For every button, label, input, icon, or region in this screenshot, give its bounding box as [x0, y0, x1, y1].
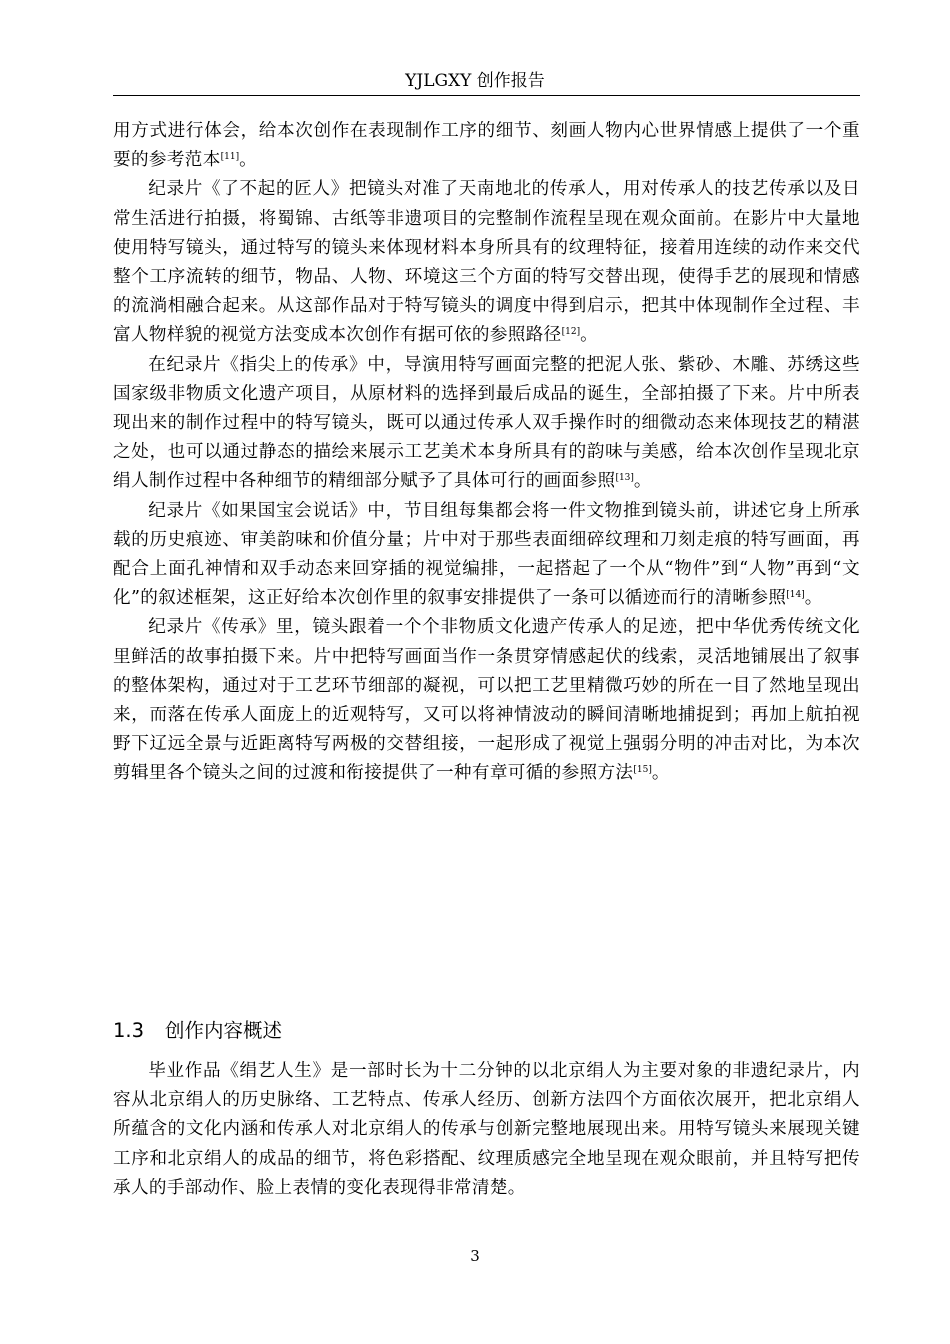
page-number: 3: [470, 1247, 480, 1265]
paragraph-text: 用方式进行体会，给本次创作在表现制作工序的细节、刻画人物内心世界情感上提供了一个重要的参考范本: [113, 121, 860, 171]
paragraph-end: 。: [651, 763, 670, 784]
body-text-section: [113, 1057, 860, 1203]
paragraph-text: 纪录片《了不起的匠人》把镜头对准了天南地北的传承人，用对传承人的技艺传承以及日常生活进行拍摄，将蜀锦、古纸等非遗项目的完整制作流程呈现在观众面前。在影片中大量地使用特写镜头，通过特写的镜头来体现材料本身所具有的纹理特征，接着用连续的动作来交代整个工序流转的细节，物品、人物、环境这三个方面的特写交替出现，使得手艺的展现和情感的流淌相融合起来。从这部作品对于特写镜头的调度中得到启示，把其中体现制作全过程、丰富人物样貌的视觉方法变成本次创作有据可依的参照路径: [113, 179, 860, 346]
paragraph-2: [113, 175, 860, 350]
paragraph-4: [113, 497, 860, 614]
header-rule: [113, 95, 860, 96]
running-header: YJLGXY 创作报告: [405, 71, 545, 91]
paragraph-text: 在纪录片《指尖上的传承》中，导演用特写画面完整的把泥人张、紫砂、木雕、苏绣这些国家级非物质文化遗产项目，从原材料的选择到最后成品的诞生，全部拍摄了下来。片中所表现出来的制作过程中的特写镜头，既可以通过传承人双手操作时的细微动态来体现技艺的精湛之处，也可以通过静态的描绘来展示工艺美术本身所具有的韵味与美感，给本次创作呈现北京绢人制作过程中各种细节的精细部分赋予了具体可行的画面参照: [113, 354, 860, 492]
paragraph-end: 。: [580, 325, 599, 346]
citation-mark: [12]: [561, 327, 581, 338]
body-text-upper: [113, 117, 860, 789]
citation-mark: [14]: [786, 590, 805, 601]
section-title: 创作内容概述: [165, 1019, 283, 1042]
paragraph-text: 纪录片《传承》里，镜头跟着一个个非物质文化遗产传承人的足迹，把中华优秀传统文化里鲜活的故事拍摄下来。片中把特写画面当作一条贯穿情感起伏的线索，灵活地铺展出了叙事的整体架构，通过对于工艺环节细部的凝视，可以把工艺里精微巧妙的所在一目了然地呈现出来，而落在传承人面庞上的近观特写，又可以将神情波动的瞬间清晰地捕捉到；再加上航拍视野下辽远全景与近距离特写两极的交替组接，一起形成了视觉上强弱分明的冲击对比，为本次剪辑里各个镜头之间的过渡和衔接提供了一种有章可循的参照方法: [113, 617, 860, 784]
section-number: 1.3: [113, 1019, 145, 1042]
paragraph-end: 。: [804, 588, 823, 609]
paragraph-3: [113, 351, 860, 497]
section-paragraph: 毕业作品《绢艺人生》是一部时长为十二分钟的以北京绢人为主要对象的非遗纪录片，内容从北京绢人的历史脉络、工艺特点、传承人经历、创新方法四个方面依次展开，把北京绢人所蕴含的文化内涵和传承人对北京绢人的传承与创新完整地展现出来。用特写镜头来展现关键工序和北京绢人的成品的细节，将色彩搭配、纹理质感完全地呈现在观众眼前，并且特写把传承人的手部动作、脸上表情的变化表现得非常清楚。: [113, 1061, 860, 1198]
citation-mark: [11]: [220, 152, 240, 163]
citation-mark: [15]: [633, 765, 652, 776]
paragraph-5: [113, 613, 860, 788]
paragraph-text: 纪录片《如果国宝会说话》中，节目组每集都会将一件文物推到镜头前，讲述它身上所承载的历史痕迹、审美韵味和价值分量；片中对于那些表面细碎纹理和刀刻走痕的特写画面，再配合上面孔神情和双手动态来回穿插的视觉编排，一起搭起了一个从“物件”到“人物”再到“文化”的叙述框架，这正好给本次创作里的叙事安排提供了一条可以循迹而行的清晰参照: [113, 500, 860, 609]
paragraph-end: 。: [633, 471, 652, 492]
paragraph-end: 。: [239, 150, 258, 171]
citation-mark: [13]: [615, 473, 634, 484]
section-heading: [113, 1017, 282, 1045]
paragraph-1: [113, 117, 860, 175]
